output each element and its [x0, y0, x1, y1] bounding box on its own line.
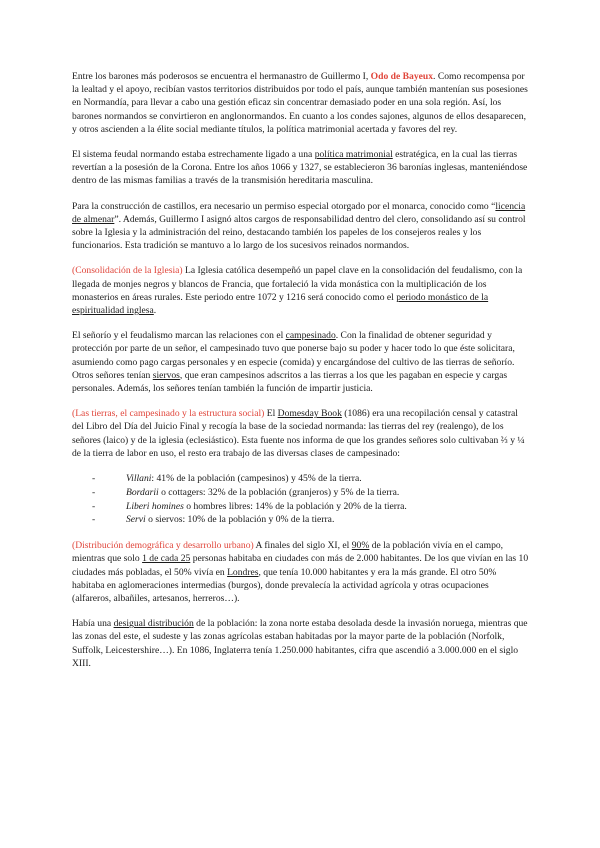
campesinado-list	[72, 472, 530, 527]
underlined-1-de-cada-25: 1 de cada 25	[142, 553, 191, 565]
underlined-domesday-book: Domesday Book	[277, 408, 342, 420]
highlight-odo-de-bayeux: Odo de Bayeux	[370, 71, 434, 82]
underlined-licencia-de-almenar: licencia de almenar	[72, 200, 526, 225]
underlined-siervos: siervos	[152, 369, 180, 381]
list-item: - Villani: 41% de la población (campesinos) y 45% de la tierra.	[92, 473, 362, 485]
underlined-londres: Londres	[227, 566, 259, 578]
paragraph-senorio: El señorío y el feudalismo marcan las relaciones con el campesinado. Con la finalidad de obtener seguridad y protección por parte de un señor, el campesinado tuvo que ponerse bajo su poder y hacer todo lo que éste solicitara, asumiendo como pago cargas personales y en especie (comida) y encargándose del cultivo de las tierras de señorío. Otros señores tenían siervos, que eran campesinos adscritos a las tierras a los que les pagaban en especie y cargas personales. Además, los señores tenían también la función de impartir justicia.	[72, 330, 515, 395]
paragraph-tierras: (Las tierras, el campesinado y la estructura social) El Domesday Book (1086) era una recopilación censal y catastral del Libro del Día del Juicio Final y recogía la base de la sociedad normanda: las tierras del rey (realengo), de los señores (laico) y de la iglesia (eclesiástico). Esta fuente nos informa de que los grandes señores solo cultivaban ⅔ y ¼ de la tierra de labor en uso, el resto era trabajo de las diversas clases de campesinado:	[72, 408, 525, 459]
paragraph-distribucion: Había una desigual distribución de la población: la zona norte estaba desolada desde la invasión noruega, mientras que las zonas del este, el sudeste y las zonas agrícolas estaban habitadas por la mayor parte de la población (Norfolk, Suffolk, Leicestershire…). En 1086, Inglaterra tenía 1.250.000 habitantes, cifra que ascendió a 3.000.000 en el siglo XIII.	[72, 618, 528, 669]
underlined-periodo-monastico: periodo monástico de la espiritualidad inglesa	[72, 291, 489, 317]
paragraph-demografia: (Distribución demográfica y desarrollo urbano) A finales del siglo XI, el 90% de la población vivía en el campo, mientras que solo 1 de cada 25 personas habitaba en ciudades con más de 2.000 habitantes. De los que vivían en las 10 ciudades más pobladas, el 50% vivía en Londres, que tenía 10.000 habitantes y era la más grande. El otro 50% habitaba en aglomeraciones intermedias (burgos), donde prevalecía la actividad agrícola y otras ocupaciones (alfareros, albañiles, artesanos, herreros…).	[72, 540, 529, 605]
paragraph-iglesia: (Consolidación de la Iglesia) La Iglesia católica desempeñó un papel clave en la consolidación del feudalismo, con la llegada de monjes negros y blancos de Francia, que fortaleció la vida monástica con la multiplicación de los monasterios en áreas rurales. Este periodo entre 1072 y 1216 será conocido como el periodo monástico de la espiritualidad inglesa.	[72, 265, 523, 317]
underlined-politica-matrimonial: política matrimonial	[314, 149, 393, 161]
underlined-desigual-distribucion: desigual distribución	[113, 618, 194, 630]
list-item: - Liberi homines o hombres libres: 14% de la población y 20% de la tierra.	[92, 500, 407, 512]
underlined-90-percent: 90%	[351, 540, 370, 552]
section-label-demografia: (Distribución demográfica y desarrollo urbano)	[72, 540, 254, 552]
list-item: - Bordarii o cottagers: 32% de la población (granjeros) y 5% de la tierra.	[92, 486, 400, 498]
section-label-tierras: (Las tierras, el campesinado y la estructura social)	[72, 408, 265, 420]
paragraph-barones: Entre los barones más poderosos se encuentra el hermanastro de Guillermo I, Odo de Bayeux. Como recompensa por la lealtad y el apoyo, recibían vastos territorios distribuidos por todo el país, aunque también mantenían sus posesiones en Normandía, para llevar a cabo una gestión eficaz sin concentrar demasiado poder en una sola región. Así, los barones normandos se convirtieron en anglonormandos. En cuanto a los condes sajones, algunos de ellos desaparecen, y otros ascienden a la élite social mediante títulos, la política matrimonial acertada y favores del rey.	[72, 71, 528, 135]
paragraph-sistema-feudal: El sistema feudal normando estaba estrechamente ligado a una política matrimonial estratégica, en la cual las tierras revertían a la posesión de la Corona. Entre los años 1066 y 1327, se establecieron 36 baronías inglesas, manteniéndose dentro de las mismas familias a través de la transmisión hereditaria masculina.	[72, 149, 528, 187]
underlined-campesinado: campesinado	[285, 330, 336, 342]
section-label-iglesia: (Consolidación de la Iglesia)	[72, 265, 183, 277]
list-item: - Servi o siervos: 10% de la población y 0% de la tierra.	[92, 514, 335, 526]
paragraph-castillos: Para la construcción de castillos, era necesario un permiso especial otorgado por el monarca, conocido como “licencia de almenar”. Además, Guillermo I asignó altos cargos de responsabilidad dentro del clero, consolidando así su control sobre la Iglesia y la administración del reino, destacando también los papeles de los consejeros reales y los funcionarios. Esta tradición se mantuvo a lo largo de los sucesivos reinados normandos.	[72, 200, 526, 252]
